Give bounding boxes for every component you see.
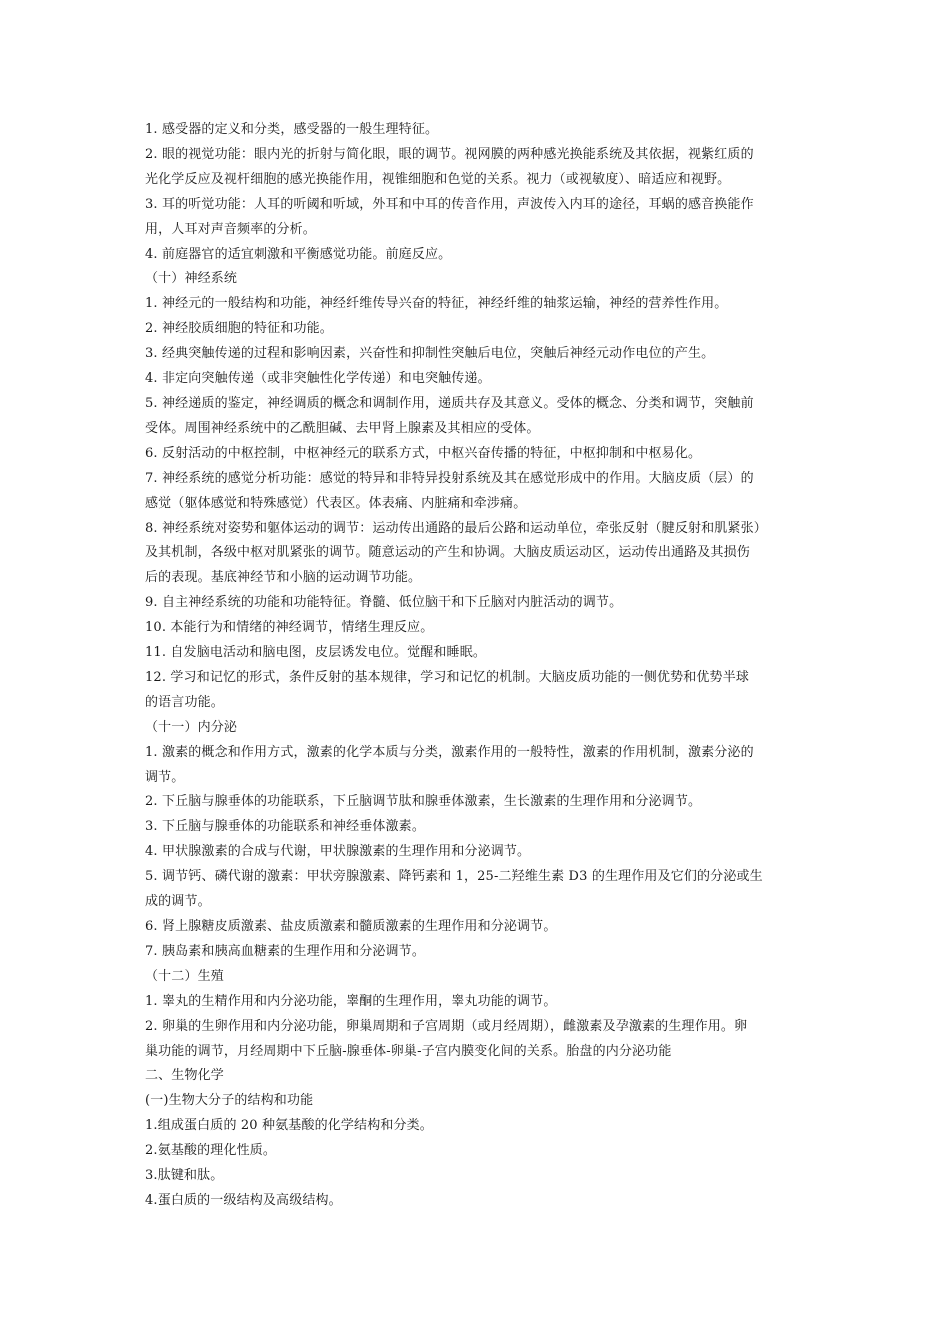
text-line: （十二）生殖 xyxy=(145,968,224,984)
text-line: 5. 神经递质的鉴定，神经调质的概念和调制作用，递质共存及其意义。受体的概念、分类和调节，突触前 xyxy=(145,395,754,411)
text-line: 1.组成蛋白质的 20 种氨基酸的化学结构和分类。 xyxy=(145,1118,433,1134)
text-line: 11. 自发脑电活动和脑电图，皮层诱发电位。觉醒和睡眠。 xyxy=(145,645,487,661)
text-line: 1. 感受器的定义和分类，感受器的一般生理特征。 xyxy=(145,122,439,137)
text-line: 4.蛋白质的一级结构及高级结构。 xyxy=(145,1192,342,1208)
text-line: 巢功能的调节，月经周期中下丘脑-腺垂体-卵巢-子宫内膜变化间的关系。胎盘的内分泌功能 xyxy=(145,1043,672,1059)
text-line: 用，人耳对声音频率的分析。 xyxy=(145,221,316,237)
text-line: 9. 自主神经系统的功能和功能特征。脊髓、低位脑干和下丘脑对内脏活动的调节。 xyxy=(145,595,623,611)
text-line: （十）神经系统 xyxy=(145,271,238,287)
text-line: 的语言功能。 xyxy=(145,694,224,710)
text-line: （十一）内分泌 xyxy=(145,719,238,735)
text-line: 3. 下丘脑与腺垂体的功能联系和神经垂体激素。 xyxy=(145,819,425,835)
text-line: 二、生物化学 xyxy=(145,1068,224,1084)
text-line: 及其机制，各级中枢对肌紧张的调节。随意运动的产生和协调。大脑皮质运动区，运动传出通路及其损伤 xyxy=(145,545,750,561)
text-line: 2. 下丘脑与腺垂体的功能联系，下丘脑调节肽和腺垂体激素，生长激素的生理作用和分泌调节。 xyxy=(145,794,702,810)
document-body xyxy=(145,118,807,1214)
text-line: 2. 卵巢的生卵作用和内分泌功能，卵巢周期和子宫周期（或月经周期），雌激素及孕激素的生理作用。卵 xyxy=(145,1018,748,1034)
text-line: 5. 调节钙、磷代谢的激素：甲状旁腺激素、降钙素和 1，25-二羟维生素 D3 的生理作用及它们的分泌或生 xyxy=(145,869,763,885)
text-line: 成的调节。 xyxy=(145,894,211,910)
text-line: 4. 非定向突触传递（或非突触性化学传递）和电突触传递。 xyxy=(145,371,491,387)
text-line: 3. 经典突触传递的过程和影响因素，兴奋性和抑制性突触后电位，突触后神经元动作电位的产生。 xyxy=(145,346,715,362)
text-line: 6. 反射活动的中枢控制，中枢神经元的联系方式，中枢兴奋传播的特征，中枢抑制和中枢易化。 xyxy=(145,445,702,461)
text-line: 调节。 xyxy=(145,769,185,785)
text-line: 1. 激素的概念和作用方式，激素的化学本质与分类，激素作用的一般特性，激素的作用机制，激素分泌的 xyxy=(145,744,754,760)
text-line: 7. 神经系统的感觉分析功能：感觉的特异和非特异投射系统及其在感觉形成中的作用。大脑皮质（层）的 xyxy=(145,470,754,486)
text-line: 12. 学习和记忆的形式，条件反射的基本规律，学习和记忆的机制。大脑皮质功能的一侧优势和优势半球 xyxy=(145,669,750,685)
text-line: 2. 神经胶质细胞的特征和功能。 xyxy=(145,321,333,337)
text-line: 6. 肾上腺糖皮质激素、盐皮质激素和髓质激素的生理作用和分泌调节。 xyxy=(145,919,557,934)
text-line: 1. 睾丸的生精作用和内分泌功能，睾酮的生理作用，睾丸功能的调节。 xyxy=(145,993,557,1009)
text-line: 3. 耳的听觉功能：人耳的听阈和听域，外耳和中耳的传音作用，声波传入内耳的途径，耳蜗的感音换能作 xyxy=(145,196,754,212)
text-line: 受体。周围神经系统中的乙酰胆碱、去甲肾上腺素及其相应的受体。 xyxy=(145,420,540,436)
text-line: 8. 神经系统对姿势和躯体运动的调节：运动传出通路的最后公路和运动单位，牵张反射（腱反射和肌紧张） xyxy=(145,520,767,536)
text-line: 1. 神经元的一般结构和功能，神经纤维传导兴奋的特征，神经纤维的轴浆运输，神经的营养性作用。 xyxy=(145,296,728,312)
text-line: (一)生物大分子的结构和功能 xyxy=(145,1093,314,1109)
text-line: 后的表现。基底神经节和小脑的运动调节功能。 xyxy=(145,570,422,586)
text-line: 感觉（躯体感觉和特殊感觉）代表区。体表痛、内脏痛和牵涉痛。 xyxy=(145,495,527,511)
text-line: 7. 胰岛素和胰高血糖素的生理作用和分泌调节。 xyxy=(145,943,425,959)
text-line: 3.肽键和肽。 xyxy=(145,1168,224,1184)
text-line: 10. 本能行为和情绪的神经调节，情绪生理反应。 xyxy=(145,620,434,636)
text-line: 光化学反应及视杆细胞的感光换能作用，视锥细胞和色觉的关系。视力（或视敏度）、暗适应和视野。 xyxy=(145,171,731,187)
text-line: 4. 前庭器官的适宜刺激和平衡感觉功能。前庭反应。 xyxy=(145,246,452,262)
text-line: 4. 甲状腺激素的合成与代谢，甲状腺激素的生理作用和分泌调节。 xyxy=(145,844,531,860)
text-line: 2. 眼的视觉功能：眼内光的折射与简化眼，眼的调节。视网膜的两种感光换能系统及其依据，视紫红质的 xyxy=(145,146,754,162)
text-line: 2.氨基酸的理化性质。 xyxy=(145,1143,277,1159)
